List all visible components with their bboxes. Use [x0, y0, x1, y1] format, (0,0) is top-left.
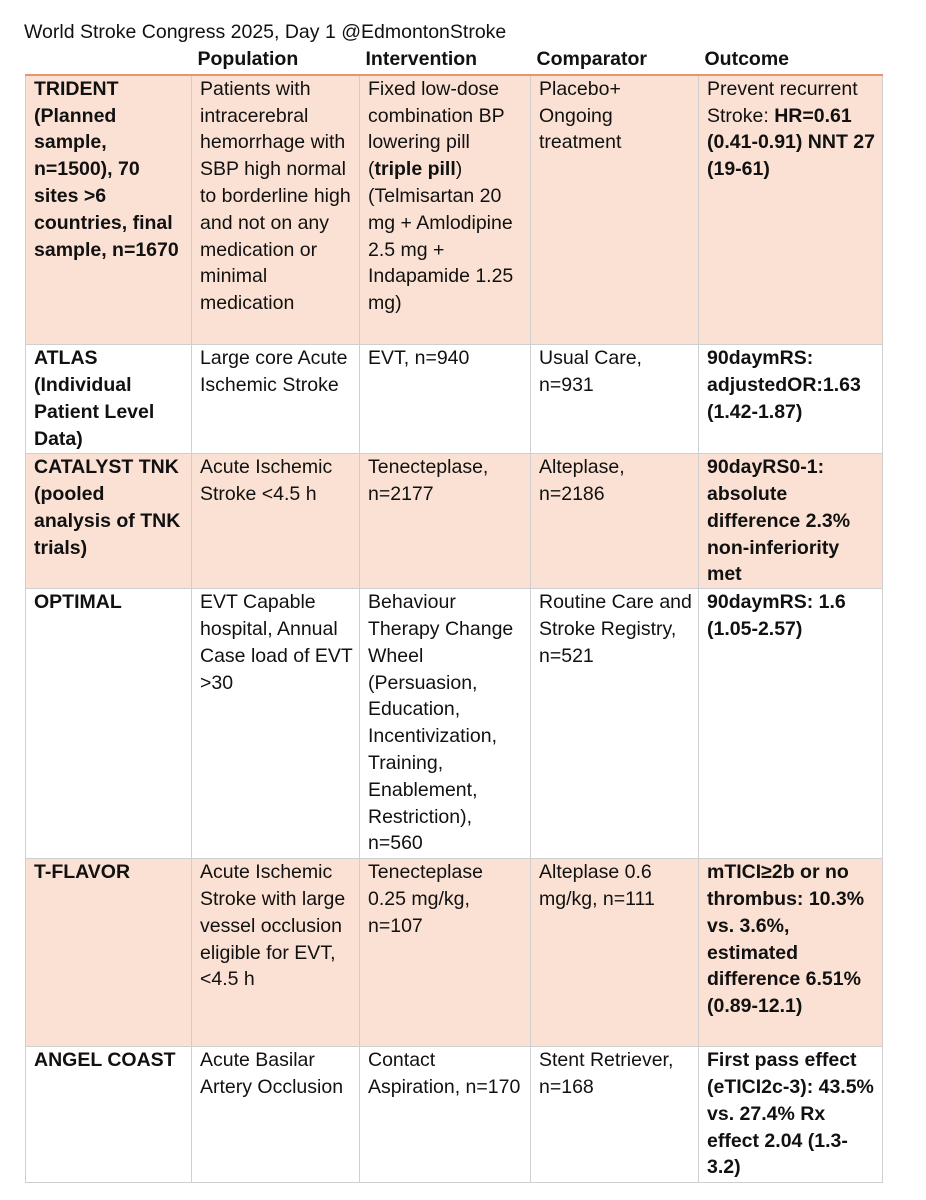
intervention-emphasis: triple pill [374, 158, 456, 181]
trial-name: ANGEL COAST [26, 1047, 192, 1183]
outcome-cell [699, 75, 883, 345]
trial-name: TRIDENT (Planned sample, n=1500), 70 sites >6 countries, final sample, n=1670 [26, 75, 192, 345]
intervention-cell: Tenecteplase 0.25 mg/kg, n=107 [360, 859, 531, 1047]
outcome-cell: 90daymRS: adjustedOR:1.63 (1.42-1.87) [699, 345, 883, 454]
comparator-cell: Usual Care, n=931 [531, 345, 699, 454]
trial-name: CATALYST TNK (pooled analysis of TNK trials) [26, 454, 192, 589]
comparator-cell: Alteplase 0.6 mg/kg, n=111 [531, 859, 699, 1047]
population-cell: Acute Basilar Artery Occlusion [192, 1047, 360, 1183]
header-trial [26, 44, 192, 75]
intervention-cell: EVT, n=940 [360, 345, 531, 454]
intervention-cell [360, 75, 531, 345]
outcome-cell: First pass effect (eTICI2c-3): 43.5% vs. 27.4% Rx effect 2.04 (1.3-3.2) [699, 1047, 883, 1183]
outcome-cell: 90daymRS: 1.6 (1.05-2.57) [699, 589, 883, 859]
header-row [26, 44, 883, 75]
page-title: World Stroke Congress 2025, Day 1 @EdmontonStroke [24, 21, 507, 43]
intervention-cell: Behaviour Therapy Change Wheel (Persuasion, Education, Incentivization, Training, Enablement, Restriction), n=560 [360, 589, 531, 859]
table-row [26, 589, 883, 859]
outcome-emphasis: HR=0.61 (0.41-0.91) NNT 27 (19-61) [707, 104, 875, 181]
table-row [26, 454, 883, 589]
population-cell: Acute Ischemic Stroke with large vessel occlusion eligible for EVT, <4.5 h [192, 859, 360, 1047]
population-cell: EVT Capable hospital, Annual Case load of EVT >30 [192, 589, 360, 859]
trial-name: T-FLAVOR [26, 859, 192, 1047]
pico-table [25, 44, 883, 1183]
table-row [26, 345, 883, 454]
comparator-cell: Alteplase, n=2186 [531, 454, 699, 589]
comparator-cell: Routine Care and Stroke Registry, n=521 [531, 589, 699, 859]
table-row [26, 859, 883, 1047]
header-population: Population [192, 44, 360, 75]
outcome-cell: 90dayRS0-1: absolute difference 2.3% non-inferiority met [699, 454, 883, 589]
intervention-text-cont: ) (Telmisartan 20 mg + Amlodipine 2.5 mg + Indapamide 1.25 mg) [368, 158, 514, 315]
table-row [26, 1047, 883, 1183]
trial-name: ATLAS (Individual Patient Level Data) [26, 345, 192, 454]
intervention-text: Fixed low-dose combination BP lowering pill ( [368, 77, 505, 181]
trial-name: OPTIMAL [26, 589, 192, 859]
header-outcome: Outcome [699, 44, 883, 75]
population-cell: Patients with intracerebral hemorrhage with SBP high normal to borderline high and not on any medication or minimal medication [192, 75, 360, 345]
outcome-text: Prevent recurrent Stroke: [707, 77, 858, 127]
intervention-cell: Contact Aspiration, n=170 [360, 1047, 531, 1183]
outcome-cell: mTICI≥2b or no thrombus: 10.3% vs. 3.6%, estimated difference 6.51% (0.89-12.1) [699, 859, 883, 1047]
table-row [26, 75, 883, 345]
intervention-cell: Tenecteplase, n=2177 [360, 454, 531, 589]
header-comparator: Comparator [531, 44, 699, 75]
population-cell: Acute Ischemic Stroke <4.5 h [192, 454, 360, 589]
comparator-cell: Placebo+ Ongoing treatment [531, 75, 699, 345]
comparator-cell: Stent Retriever, n=168 [531, 1047, 699, 1183]
header-intervention: Intervention [360, 44, 531, 75]
population-cell: Large core Acute Ischemic Stroke [192, 345, 360, 454]
